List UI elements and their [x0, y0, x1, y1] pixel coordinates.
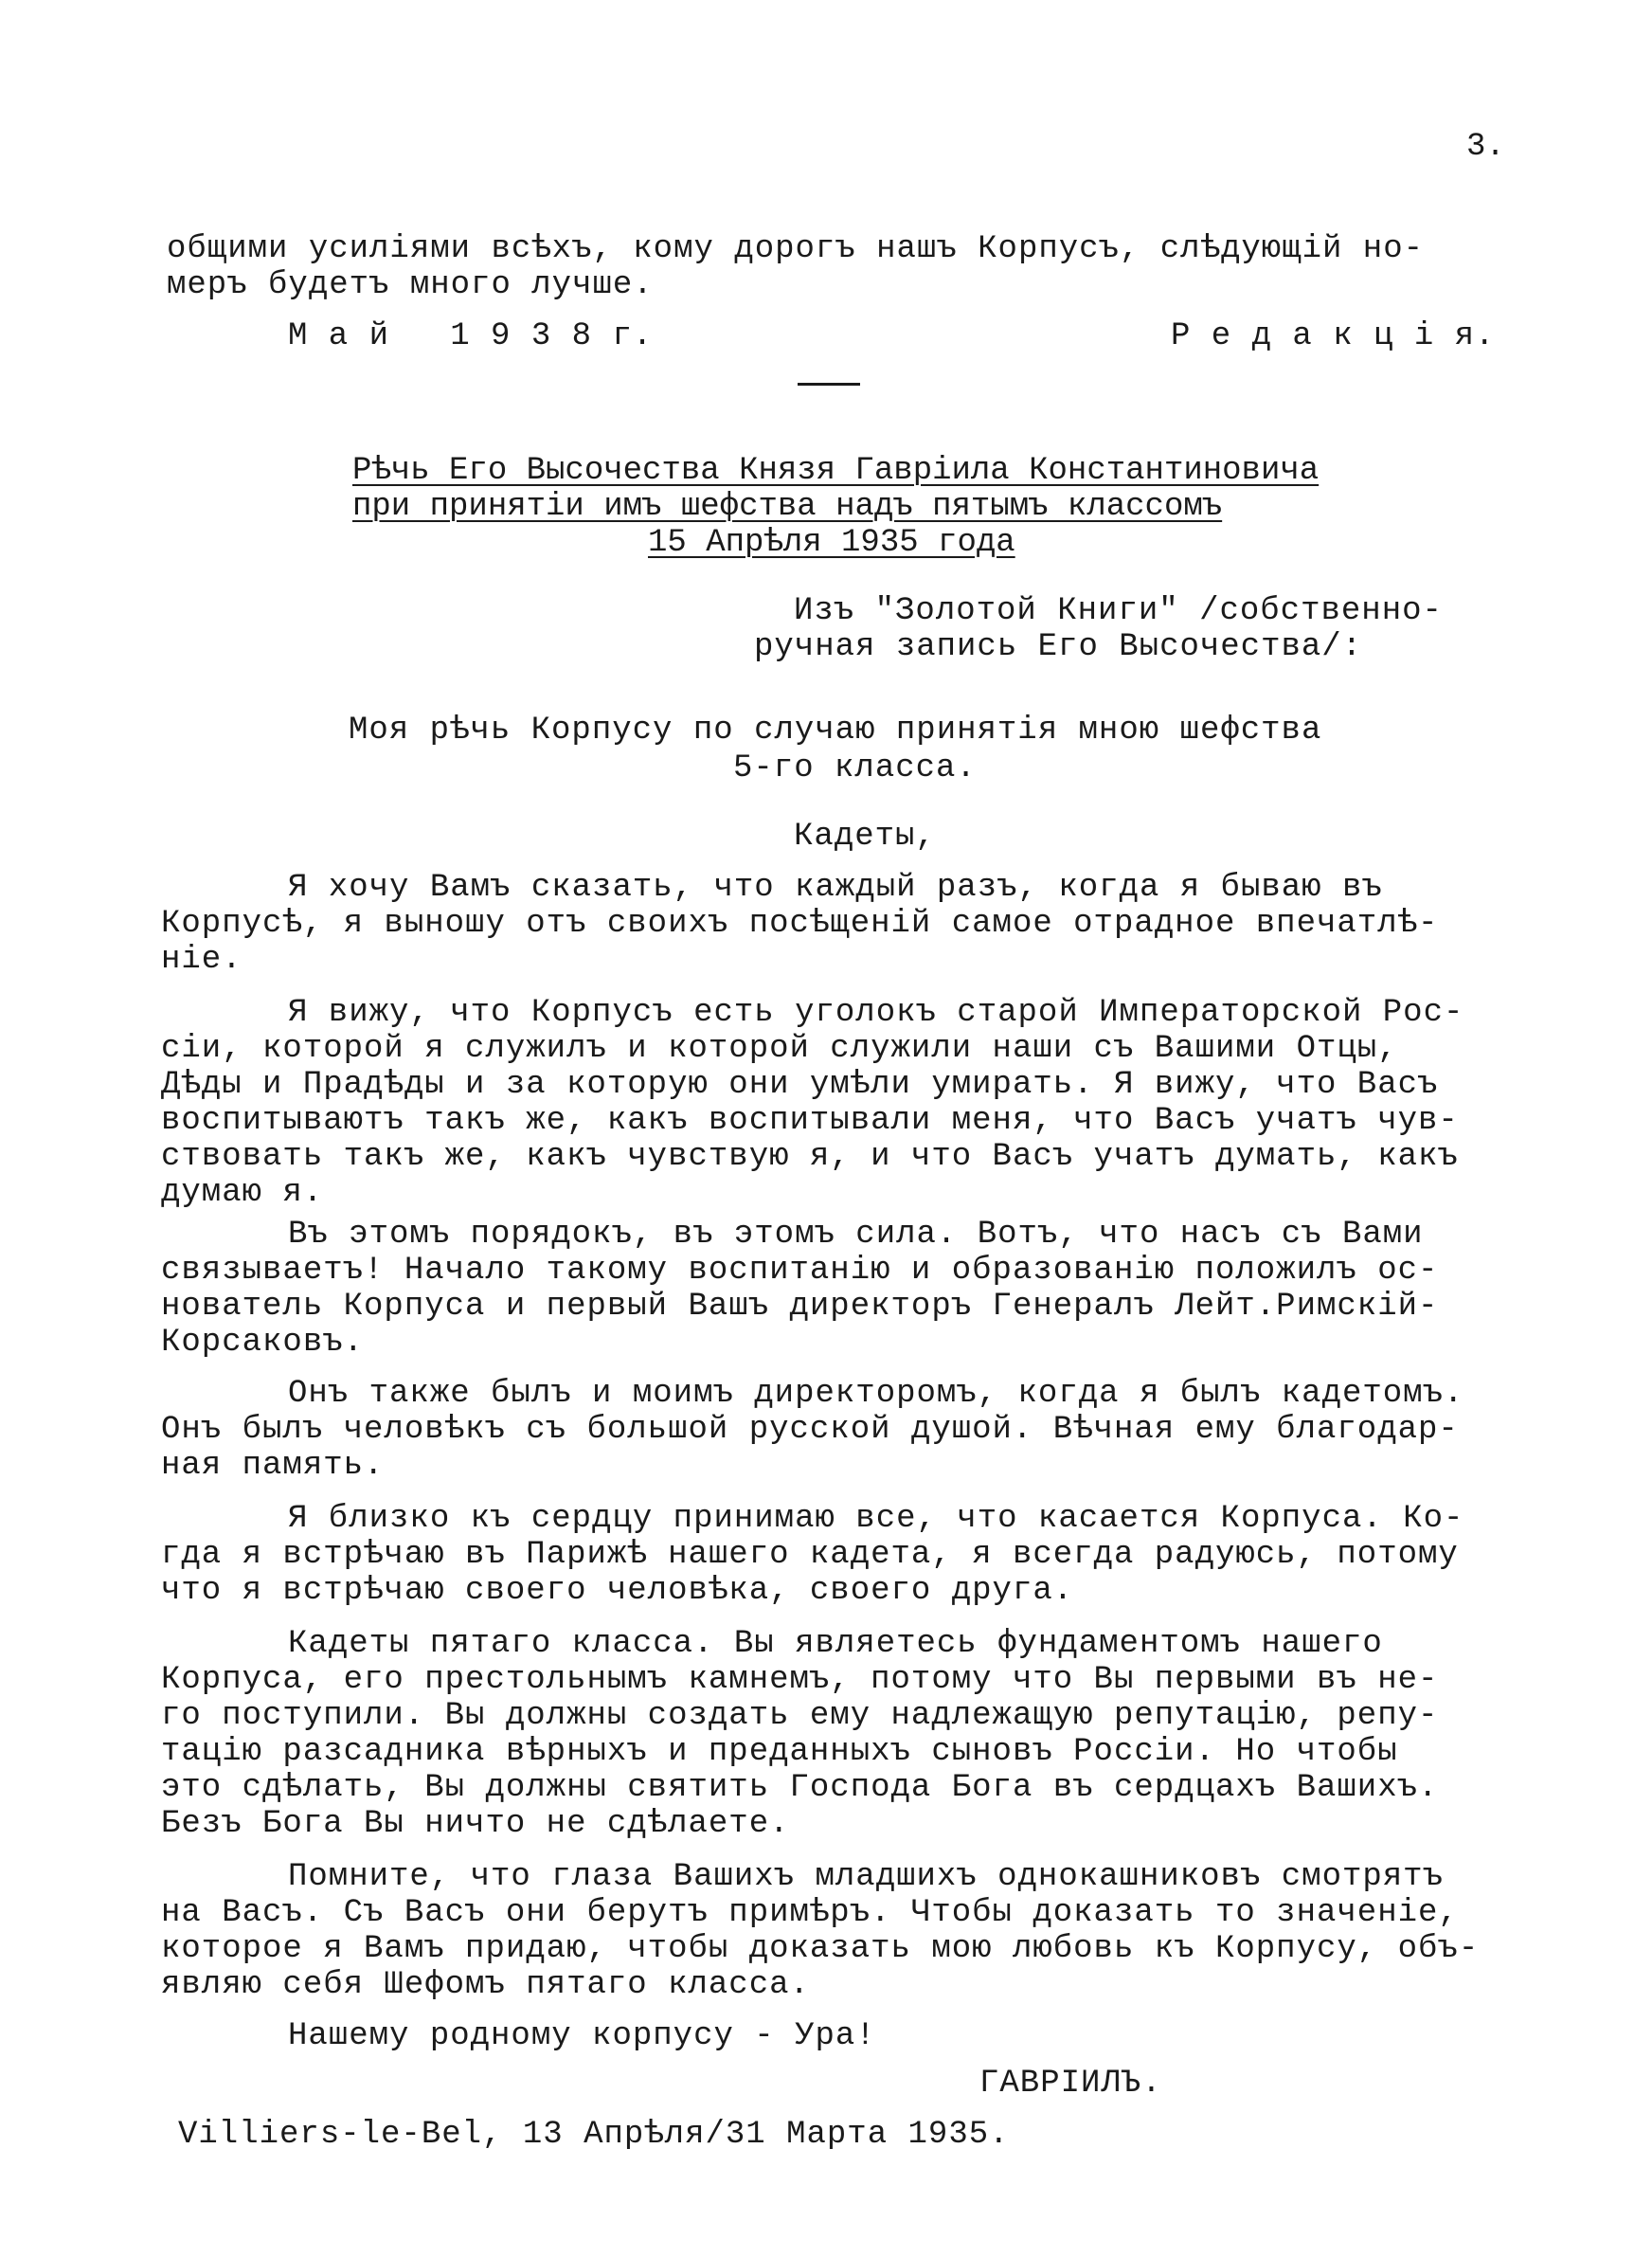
- paragraph-line: Корсаковъ.: [161, 1325, 365, 1361]
- paragraph-line: сіи, которой я служилъ и которой служили наши съ Вашими Отцы,: [161, 1031, 1398, 1067]
- paragraph-line: го поступили. Вы должны создать ему надлежащую репутацію, репу-: [161, 1698, 1439, 1734]
- intro-date: М а й 1 9 3 8 г.: [288, 318, 654, 354]
- paragraph-line: Помните, что глаза Вашихъ младшихъ однокашниковъ смотрятъ: [288, 1859, 1444, 1895]
- paragraph-line: нователь Корпуса и первый Вашъ директоръ Генералъ Лейт.Римскій-: [161, 1289, 1439, 1325]
- paragraph-line: Въ этомъ порядокъ, въ этомъ сила. Вотъ, что насъ съ Вами: [288, 1217, 1424, 1253]
- speech-heading-line: 5-го класса.: [733, 750, 977, 786]
- author-signature: ГАВРІИЛЪ.: [979, 2066, 1162, 2102]
- intro-line: общими усиліями всѣхъ, кому дорогъ нашъ Корпусъ, слѣдующій но-: [167, 231, 1425, 267]
- paragraph-line: гда я встрѣчаю въ Парижѣ нашего кадета, я всегда радуюсь, потому: [161, 1537, 1459, 1573]
- paragraph-line: которое я Вамъ придаю, чтобы доказать мою любовь къ Корпусу, объ-: [161, 1931, 1480, 1967]
- paragraph-line: думаю я.: [161, 1175, 324, 1211]
- paragraph-line: Я вижу, что Корпусъ есть уголокъ старой Императорской Рос-: [288, 995, 1464, 1031]
- paragraph-line: связываетъ! Начало такому воспитанію и образованію положилъ ос-: [161, 1253, 1439, 1289]
- speech-title-line: Рѣчь Его Высочества Князя Гавріила Константиновича: [352, 453, 1320, 489]
- paragraph-line: Я хочу Вамъ сказать, что каждый разъ, когда я бываю въ: [288, 870, 1383, 906]
- closing-line: Нашему родному корпусу - Ура!: [288, 2018, 876, 2054]
- paragraph-line: ніе.: [161, 942, 242, 978]
- paragraph-line: Онъ былъ человѣкъ съ большой русской душой. Вѣчная ему благодар-: [161, 1412, 1459, 1448]
- intro-line: меръ будетъ много лучше.: [167, 267, 654, 303]
- page-number: 3.: [1466, 129, 1505, 165]
- paragraph-line: на Васъ. Съ Васъ они берутъ примѣръ. Чтобы доказать то значеніе,: [161, 1895, 1459, 1931]
- paragraph-line: ная память.: [161, 1448, 385, 1484]
- paragraph-line: Кадеты пятаго класса. Вы являетесь фундаментомъ нашего: [288, 1626, 1383, 1662]
- paragraph-line: Дѣды и Прадѣды и за которую они умѣли умирать. Я вижу, что Васъ: [161, 1067, 1439, 1103]
- paragraph-line: что я встрѣчаю своего человѣка, своего друга.: [161, 1573, 1074, 1609]
- paragraph-line: воспитываютъ такъ же, какъ воспитывали меня, что Васъ учатъ чув-: [161, 1103, 1459, 1139]
- paragraph-line: ствовать такъ же, какъ чувствую я, и что Васъ учатъ думать, какъ: [161, 1139, 1459, 1175]
- paragraph-line: Корпуса, его престольнымъ камнемъ, потому что Вы первыми въ не-: [161, 1662, 1439, 1698]
- paragraph-line: Корпусѣ, я выношу отъ своихъ посѣщеній самое отрадное впечатлѣ-: [161, 906, 1439, 942]
- paragraph-line: Онъ также былъ и моимъ директоромъ, когда я былъ кадетомъ.: [288, 1376, 1464, 1412]
- speech-title-line: 15 Апрѣля 1935 года: [648, 525, 1015, 561]
- paragraph-line: Я близко къ сердцу принимаю все, что касается Корпуса. Ко-: [288, 1501, 1464, 1537]
- speech-title-line: при принятіи имъ шефства надъ пятымъ классомъ: [352, 489, 1223, 525]
- editorial-signature: Р е д а к ц і я.: [1171, 318, 1496, 354]
- source-note-line: Изъ "Золотой Книги" /собственно-: [794, 593, 1443, 629]
- paragraph-line: Безъ Бога Вы ничто не сдѣлаете.: [161, 1806, 790, 1842]
- paragraph-line: тацію разсадника вѣрныхъ и преданныхъ сыновъ Россіи. Но чтобы: [161, 1734, 1398, 1770]
- paragraph-line: это сдѣлать, Вы должны святить Господа Бога въ сердцахъ Вашихъ.: [161, 1770, 1439, 1806]
- paragraph-line: являю себя Шефомъ пятаго класса.: [161, 1967, 810, 2003]
- salutation: Кадеты,: [794, 819, 936, 855]
- speech-heading-line: Моя рѣчь Корпусу по случаю принятія мною шефства: [349, 713, 1322, 749]
- source-note-line: ручная запись Его Высочества/:: [754, 629, 1363, 665]
- place-and-date: Villiers-le-Bel, 13 Апрѣля/31 Марта 1935.: [178, 2117, 1010, 2153]
- separator-dash: [798, 383, 860, 386]
